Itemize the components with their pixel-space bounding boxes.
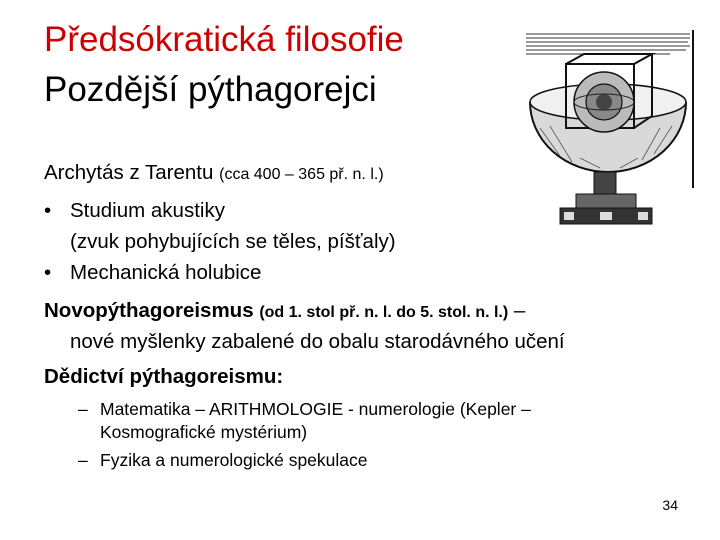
legacy-heading: Dědictví pýthagoreismu:	[44, 365, 284, 388]
kepler-model-image	[520, 28, 696, 240]
sub1-line2: Kosmografické mystérium)	[100, 422, 308, 442]
page-number: 34	[662, 497, 678, 513]
slide-title-line2: Pozdější pýthagorejci	[44, 70, 377, 109]
neo-dates: (od 1. stol př. n. l. do 5. stol. n. l.)	[259, 304, 509, 321]
archytas-dates: (cca 400 – 365 př. n. l.)	[219, 166, 384, 183]
bullet2-text: Mechanická holubice	[70, 261, 262, 284]
bullet-icon: •	[44, 261, 52, 284]
neo-dash: –	[513, 299, 526, 322]
neo-term: Novopýthagoreismus	[44, 299, 254, 322]
bullet-icon: •	[44, 199, 52, 222]
bullet-item	[44, 196, 225, 225]
bullet1-text: Studium akustiky	[70, 199, 225, 222]
sub-item	[78, 397, 531, 421]
dash-icon: –	[78, 450, 88, 470]
archytas-heading	[44, 158, 684, 189]
bullet1-detail: (zvuk pohybujících se těles, píšťaly)	[70, 230, 396, 253]
bullet-item	[44, 258, 261, 287]
sub2-text: Fyzika a numerologické spekulace	[100, 450, 368, 470]
slide-title-line1: Předsókratická filosofie	[44, 20, 404, 59]
neo-text: nové myšlenky zabalené do obalu starodávného učení	[70, 330, 565, 353]
neo-line	[44, 296, 684, 327]
sub1-line1: Matematika – ARITHMOLOGIE - numerologie (Kepler –	[100, 399, 531, 419]
archytas-name: Archytás z Tarentu	[44, 161, 214, 184]
dash-icon: –	[78, 399, 88, 419]
sub-item	[78, 448, 368, 472]
